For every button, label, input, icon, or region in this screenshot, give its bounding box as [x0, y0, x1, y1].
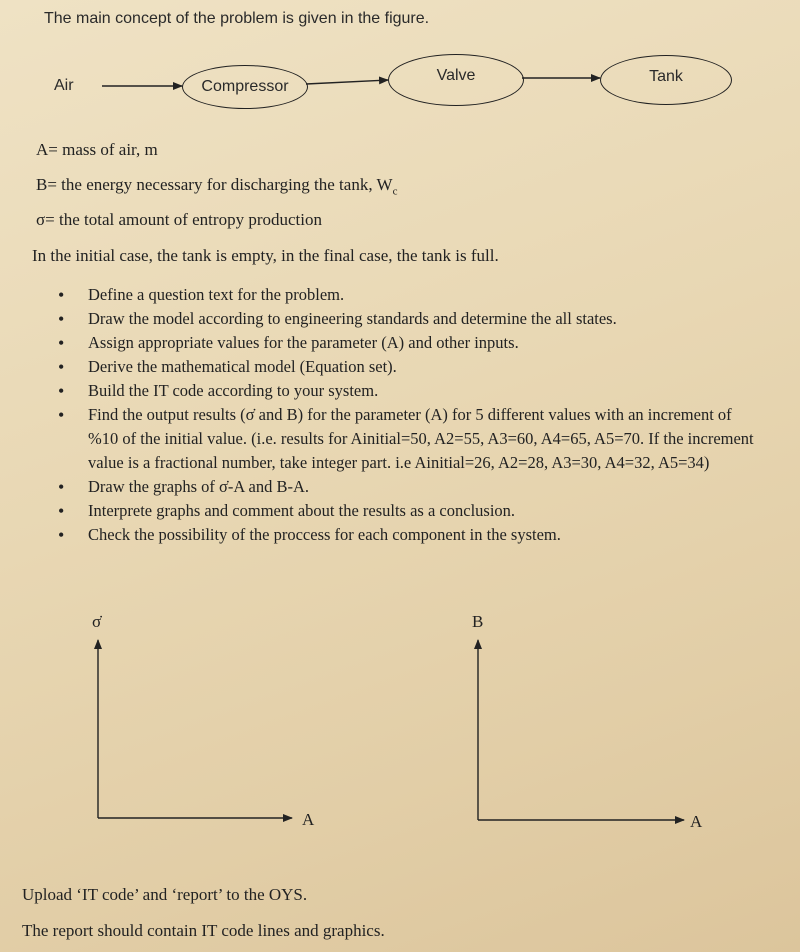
list-item: • Define a question text for the problem.	[56, 283, 756, 307]
list-item: • Build the IT code according to your system.	[56, 379, 756, 403]
graph2-x-label: A	[690, 812, 703, 831]
list-item: • Derive the mathematical model (Equation set).	[56, 355, 756, 379]
air-input-label: Air	[54, 77, 74, 94]
task-list	[56, 283, 756, 547]
compressor-label: Compressor	[201, 78, 289, 95]
graph1-y-label: σ̇	[92, 612, 102, 631]
valve-label: Valve	[436, 67, 476, 84]
list-item: • Interprete graphs and comment about the results as a conclusion.	[56, 499, 756, 523]
list-item: • Find the output results (σ̇ and B) for the parameter (A) for 5 different values with an increment of %10 of the initial value. (i.e. results for Ainitial=50, A2=55, A3=60, A4=65, A5=70. If the increment value is a fractional number, take integer part. i.e Ainitial=26, A2=28, A3=30, A4=32, A5=34)	[56, 403, 756, 475]
tank-label: Tank	[649, 68, 683, 85]
list-item: • Check the possibility of the proccess for each component in the system.	[56, 523, 756, 547]
tank-node	[600, 55, 732, 105]
valve-node	[388, 54, 524, 106]
compressor-node	[182, 65, 308, 109]
arrow-compressor-to-valve	[306, 80, 388, 84]
footer-report-text: The report should contain IT code lines and graphics.	[22, 921, 385, 940]
list-item: • Draw the graphs of σ̇-A and B-A.	[56, 475, 756, 499]
definition-b: B= the energy necessary for discharging the tank, $W_c$	[36, 175, 398, 198]
footer-upload-text: Upload ‘IT code’ and ‘report’ to the OYS.	[22, 885, 308, 904]
definition-b-subscript: c	[392, 185, 398, 198]
list-item: • Assign appropriate values for the parameter (A) and other inputs.	[56, 331, 756, 355]
definition-a: A= mass of air, m	[36, 140, 158, 159]
graph2-y-label: B	[472, 612, 484, 631]
definition-sigma: σ= the total amount of entropy production	[36, 210, 322, 229]
list-item: • Draw the model according to engineering standards and determine the all states.	[56, 307, 756, 331]
graph1-x-label: A	[302, 810, 315, 829]
intro-text: The main concept of the problem is given in the figure.	[44, 10, 430, 27]
case-text: In the initial case, the tank is empty, in the final case, the tank is full.	[32, 246, 499, 265]
